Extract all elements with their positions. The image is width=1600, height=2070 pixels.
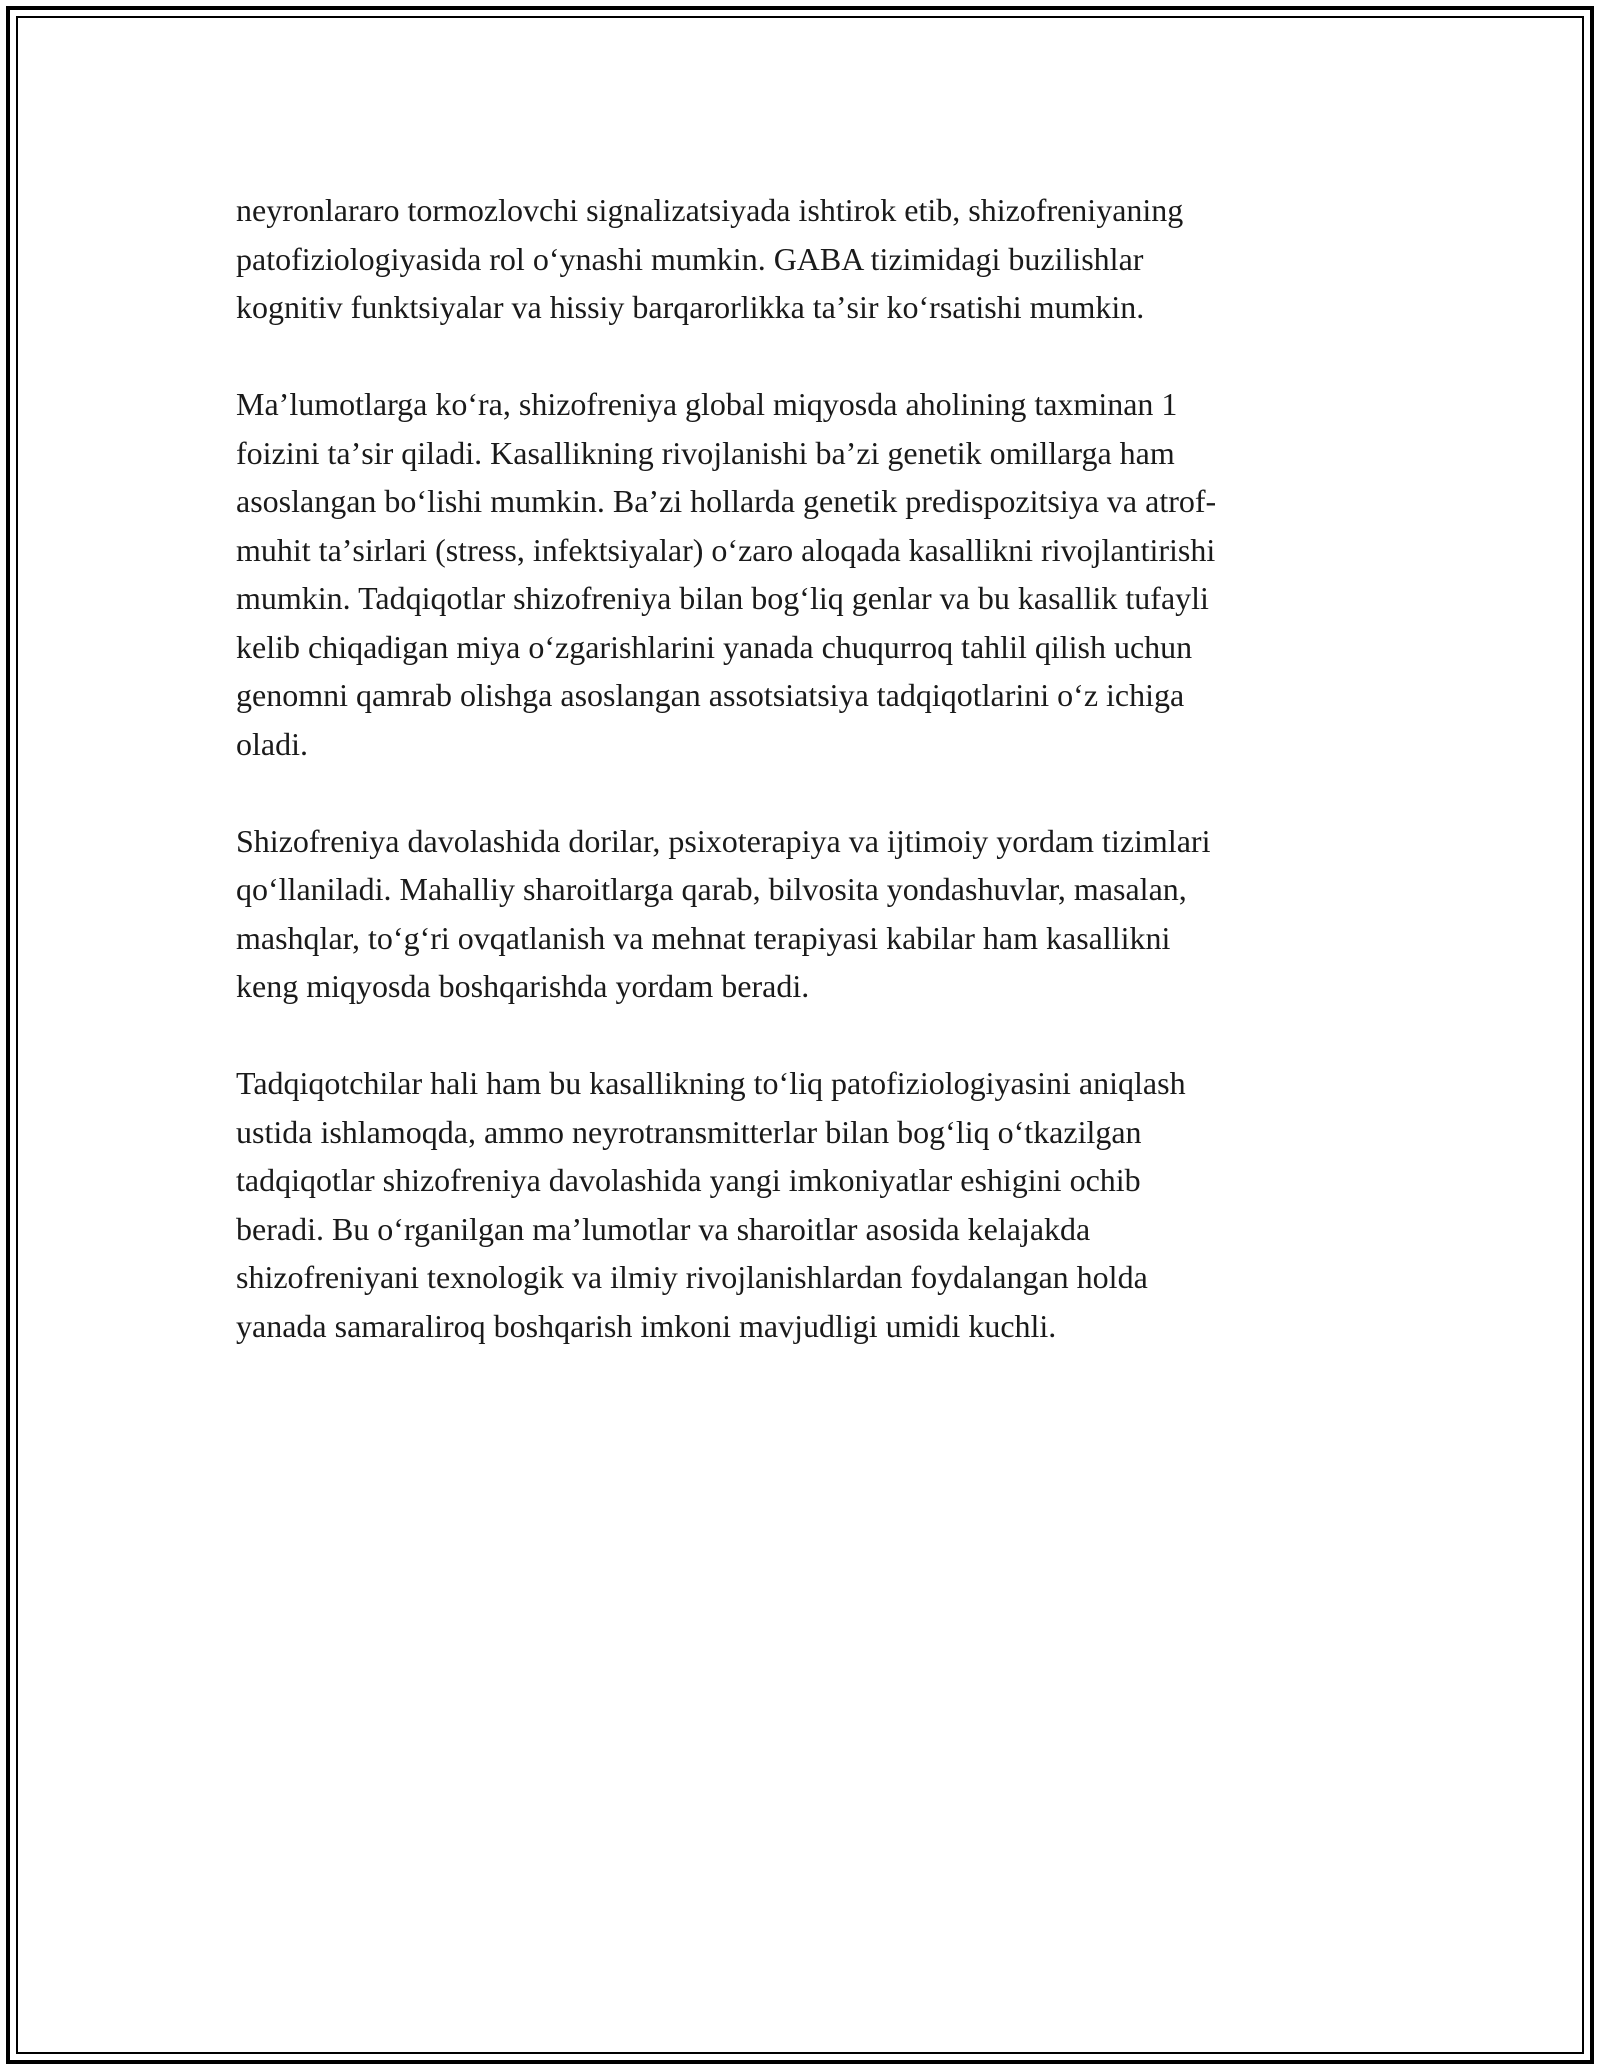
document-body bbox=[236, 186, 1366, 1399]
paragraph-prevalence-genetics: Maʼlumotlarga koʻra, shizofreniya global miqyosda aholining taxminan 1 foizini taʼsir qiladi. Kasallikning rivojlanishi baʼzi genetik omillarga ham asoslangan boʻlishi mumkin. Baʼzi hollarda genetik predispozitsiya va atrof- muhit taʼsirlari (stress, infektsiyalar) oʻzaro aloqada kasallikni rivojlantirishi mumkin. Tadqiqotlar shizofreniya bilan bogʻliq genlar va bu kasallik tufayli kelib chiqadigan miya oʻzgarishlarini yanada chuqurroq tahlil qilish uchun genomni qamrab olishga asoslangan assotsiatsiya tadqiqotlarini oʻz ichiga oladi. bbox=[236, 386, 1217, 762]
paragraph-treatment: Shizofreniya davolashida dorilar, psixoterapiya va ijtimoiy yordam tizimlari qoʻllaniladi. Mahalliy sharoitlarga qarab, bilvosita yondashuvlar, masalan, mashqlar, toʻgʻri ovqatlanish va mehnat terapiyasi kabilar ham kasallikni keng miqyosda boshqarishda yordam beradi. bbox=[236, 822, 1211, 1004]
paragraph-research-outlook: Tadqiqotchilar hali ham bu kasallikning toʻliq patofiziologiyasini aniqlash ustida ishlamoqda, ammo neyrotransmitterlar bilan bogʻliq oʻtkazilgan tadqiqotlar shizofreniya davolashida yangi imkoniyatlar eshigini ochib beradi. Bu oʻrganilgan maʼlumotlar va sharoitlar asosida kelajakda shizofreniyani texnologik va ilmiy rivojlanishlardan foydalangan holda yanada samaraliroq boshqarish imkoni mavjudligi umidi kuchli. bbox=[236, 1065, 1186, 1344]
paragraph-gaba: neyronlararo tormozlovchi signalizatsiyada ishtirok etib, shizofreniyaning patofiziologiyasida rol oʻynashi mumkin. GABA tizimidagi buzilishlar kognitiv funktsiyalar va hissiy barqarorlikka taʼsir koʻrsatishi mumkin. bbox=[236, 192, 1184, 325]
